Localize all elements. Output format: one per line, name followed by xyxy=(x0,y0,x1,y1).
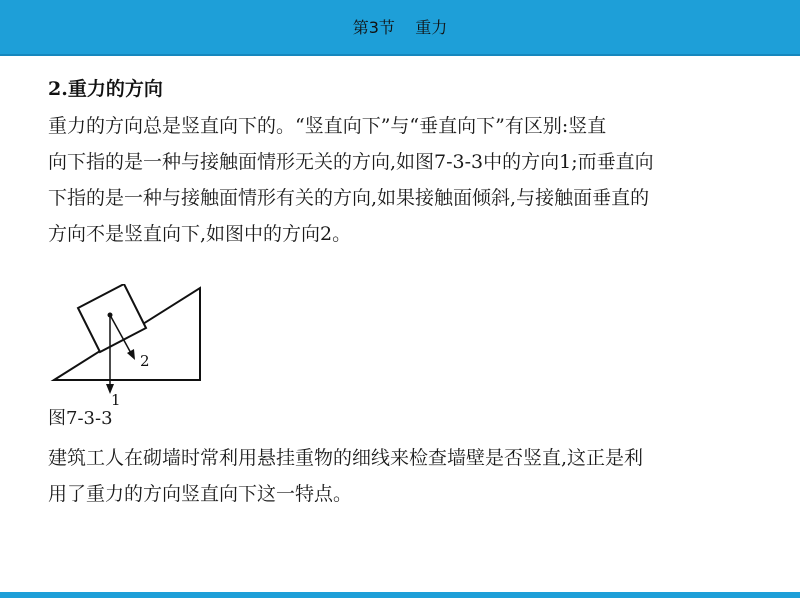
label-2: 2 xyxy=(140,352,150,370)
label-1: 1 xyxy=(111,391,121,409)
figure-caption: 图7-3-3 xyxy=(48,408,113,429)
section-heading: 2.重力的方向 xyxy=(48,78,163,100)
paragraph-application xyxy=(48,440,768,512)
paragraph-line: 下指的是一种与接触面情形有关的方向,如果接触面倾斜,与接触面垂直的 xyxy=(48,187,650,209)
paragraph-line: 方向不是竖直向下,如图中的方向2。 xyxy=(48,223,352,245)
footer-bar xyxy=(0,592,800,598)
paragraph-line: 重力的方向总是竖直向下的。“竖直向下”与“垂直向下”有区别:竖直 xyxy=(48,115,607,137)
paragraph-line: 建筑工人在砌墙时常利用悬挂重物的细线来检查墙壁是否竖直,这正是利 xyxy=(48,447,644,469)
arrowhead-perpendicular xyxy=(127,349,135,360)
paragraph-direction xyxy=(48,108,768,252)
incline-gravity-figure xyxy=(48,284,228,410)
page-title: 第3节 重力 xyxy=(352,18,448,37)
paragraph-line: 向下指的是一种与接触面情形无关的方向,如图7-3-3中的方向1;而垂直向 xyxy=(48,151,654,173)
paragraph-line: 用了重力的方向竖直向下这一特点。 xyxy=(48,483,353,505)
